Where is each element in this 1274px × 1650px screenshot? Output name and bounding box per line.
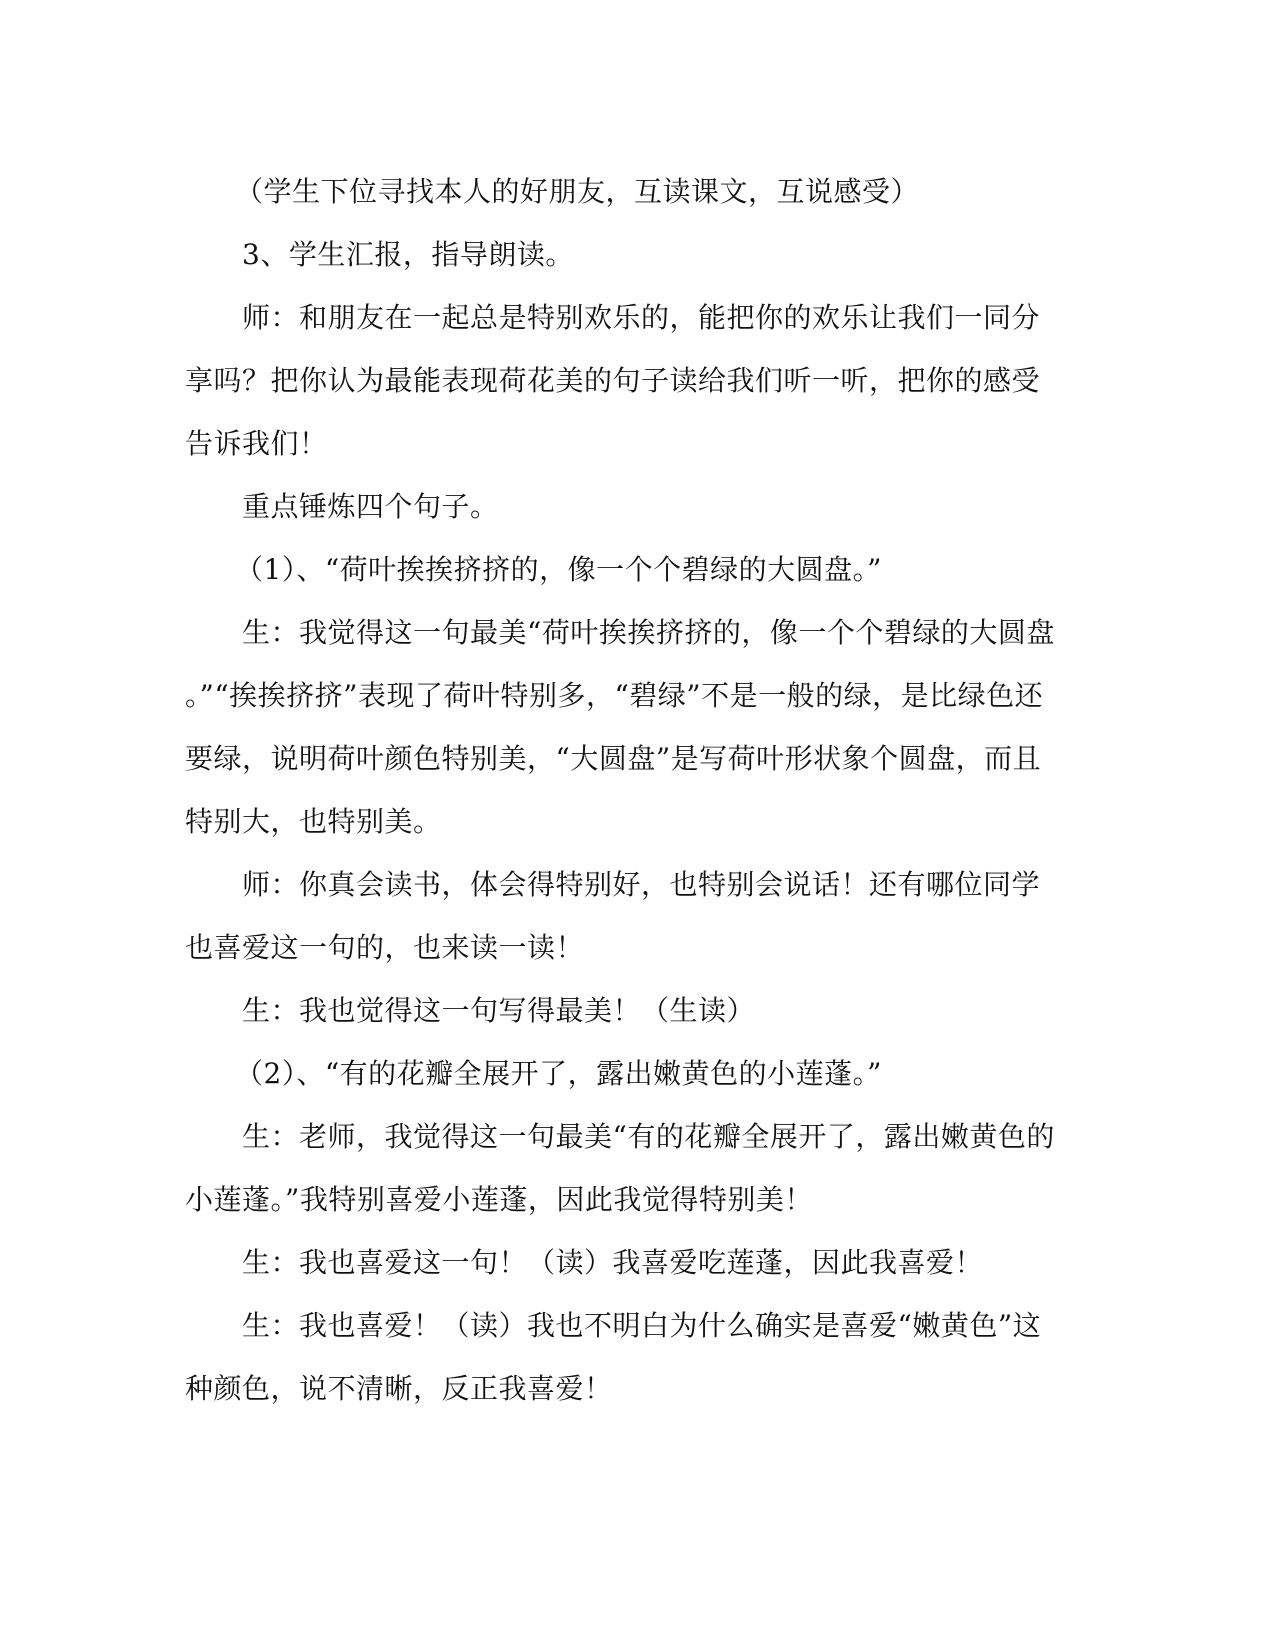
paragraph-line: 生：老师，我觉得这一句最美“有的花瓣全展开了，露出嫩黄色的	[242, 1120, 1055, 1153]
paragraph-line: 种颜色，说不清晰，反正我喜爱！	[185, 1372, 613, 1405]
paragraph-line: 特别大，也特别美。	[185, 805, 442, 838]
paragraph-line: 生：我也喜爱！（读）我也不明白为什么确实是喜爱“嫩黄色”这	[242, 1309, 1042, 1342]
paragraph-line: 师：你真会读书，体会得特别好，也特别会说话！还有哪位同学	[242, 868, 1041, 901]
paragraph-line: 师：和朋友在一起总是特别欢乐的，能把你的欢乐让我们一同分	[242, 301, 1041, 334]
paragraph-line: 生：我觉得这一句最美“荷叶挨挨挤挤的，像一个个碧绿的大圆盘	[242, 616, 1055, 649]
paragraph-line: 。”“挨挨挤挤”表现了荷叶特别多，“碧绿”不是一般的绿，是比绿色还	[185, 679, 1044, 712]
document-body	[185, 160, 1075, 1420]
paragraph-line: 享吗？把你认为最能表现荷花美的句子读给我们听一听，把你的感受	[185, 364, 1041, 397]
paragraph-line: 要绿，说明荷叶颜色特别美，“大圆盘”是写荷叶形状象个圆盘，而且	[185, 742, 1042, 775]
paragraph-line: （学生下位寻找本人的好朋友，互读课文，互说感受）	[235, 175, 920, 208]
paragraph-line: 生：我也喜爱这一句！（读）我喜爱吃莲蓬，因此我喜爱！	[242, 1246, 984, 1279]
paragraph-line: 生：我也觉得这一句写得最美！（生读）	[242, 994, 756, 1027]
paragraph-line: 小莲蓬。”我特别喜爱小莲蓬，因此我觉得特别美！	[185, 1183, 813, 1216]
paragraph-line: 重点锤炼四个句子。	[242, 490, 499, 523]
paragraph-line: （1）、“荷叶挨挨挤挤的，像一个个碧绿的大圆盘。”	[235, 553, 882, 586]
paragraph-line: 也喜爱这一句的，也来读一读！	[185, 931, 585, 964]
paragraph-line: 告诉我们！	[185, 427, 328, 460]
paragraph-line: 3、学生汇报，指导朗读。	[242, 238, 574, 271]
paragraph-line: （2）、“有的花瓣全展开了，露出嫩黄色的小莲蓬。”	[235, 1057, 882, 1090]
